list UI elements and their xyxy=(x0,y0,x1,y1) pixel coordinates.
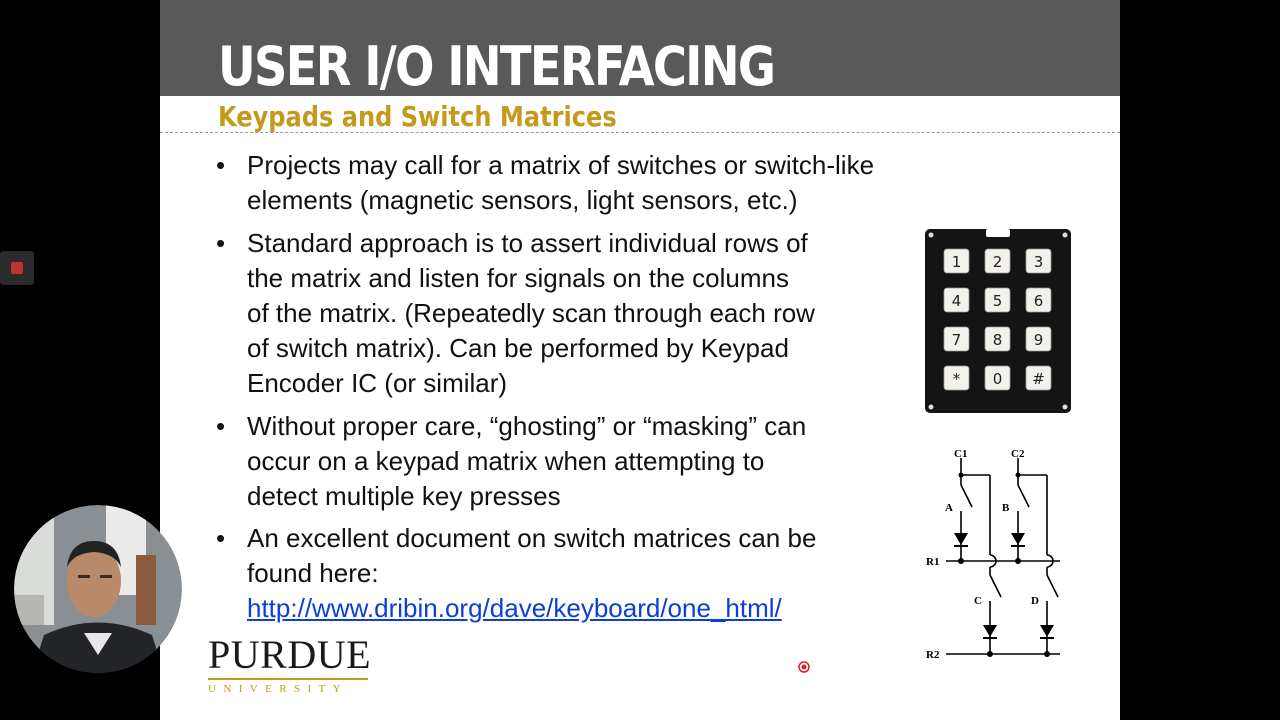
switch-label: B xyxy=(1002,502,1010,514)
column-label: C1 xyxy=(954,448,968,460)
keypad-key-label: 5 xyxy=(992,292,1003,310)
bullet-text xyxy=(247,409,806,514)
keypad-key xyxy=(1026,327,1051,351)
keypad-key-label: 7 xyxy=(951,331,962,349)
keypad-key xyxy=(985,327,1010,351)
recording-indicator[interactable] xyxy=(0,251,34,285)
purdue-logo xyxy=(208,634,370,695)
bullet-line: found here: xyxy=(247,558,379,588)
bullet-line: occur on a keypad matrix when attempting to xyxy=(247,446,765,476)
switch-label: D xyxy=(1031,595,1039,607)
bullet-line: the matrix and listen for signals on the columns xyxy=(247,263,789,293)
presenter-webcam xyxy=(14,505,182,673)
slide-title: USER I/O INTERFACING xyxy=(218,35,775,98)
record-icon xyxy=(11,262,23,274)
keypad-image xyxy=(924,228,1072,414)
keypad-key xyxy=(1026,366,1051,390)
switch-matrix-diagram xyxy=(924,445,1074,670)
logo-rule xyxy=(208,678,368,680)
keypad-key-label: 3 xyxy=(1033,253,1044,271)
keypad-key-label: 1 xyxy=(951,253,962,271)
keypad-key-label: * xyxy=(952,370,961,388)
keypad-key-label: 9 xyxy=(1033,331,1044,349)
keypad-key-label: 6 xyxy=(1033,292,1044,310)
keypad-key xyxy=(1026,288,1051,312)
column-label: C2 xyxy=(1011,448,1025,460)
keypad-key xyxy=(944,327,969,351)
title-divider xyxy=(160,132,1120,133)
bullet-dot: • xyxy=(216,411,226,441)
keypad-key-label: 0 xyxy=(992,370,1003,388)
bullet-line: detect multiple key presses xyxy=(247,481,561,511)
bullet-text xyxy=(247,521,816,626)
keypad-key-label: # xyxy=(1032,370,1045,388)
keypad-key xyxy=(985,366,1010,390)
bullet-text xyxy=(247,226,815,401)
keypad-key-label: 4 xyxy=(951,292,962,310)
bullet-dot: • xyxy=(216,150,226,180)
logo-wordmark: PURDUE xyxy=(208,632,372,677)
keypad-key xyxy=(985,288,1010,312)
keypad-key xyxy=(944,366,969,390)
laser-pointer-icon xyxy=(798,661,810,673)
keypad-key-label: 8 xyxy=(992,331,1003,349)
keypad-key-label: 2 xyxy=(992,253,1003,271)
bullet-dot: • xyxy=(216,228,226,258)
row-label: R2 xyxy=(926,649,940,661)
bullet-line: Without proper care, “ghosting” or “masking” can xyxy=(247,411,807,441)
bullet-line: of switch matrix). Can be performed by Keypad xyxy=(247,333,789,363)
bullet-line: elements (magnetic sensors, light sensors, etc.) xyxy=(247,185,798,215)
row-label: R1 xyxy=(926,556,940,568)
switch-label: A xyxy=(945,502,953,514)
bullet-line: Encoder IC (or similar) xyxy=(247,368,508,398)
presentation-slide xyxy=(160,0,1120,720)
keypad-key xyxy=(944,249,969,273)
keypad-key xyxy=(944,288,969,312)
bullet-line: An excellent document on switch matrices can be xyxy=(247,523,817,553)
bullet-line: of the matrix. (Repeatedly scan through each row xyxy=(247,298,815,328)
reference-link[interactable]: http://www.dribin.org/dave/keyboard/one_html/ xyxy=(247,593,782,623)
bullet-dot: • xyxy=(216,523,226,553)
slide-subtitle: Keypads and Switch Matrices xyxy=(218,100,617,133)
bullet-line: Standard approach is to assert individual rows of xyxy=(247,228,808,258)
bullet-line: Projects may call for a matrix of switches or switch-like xyxy=(247,150,875,180)
keypad-key xyxy=(1026,249,1051,273)
switch-label: C xyxy=(974,595,982,607)
bullet-text xyxy=(247,148,874,218)
logo-subtitle: UNIVERSITY xyxy=(208,682,348,695)
keypad-key xyxy=(985,249,1010,273)
